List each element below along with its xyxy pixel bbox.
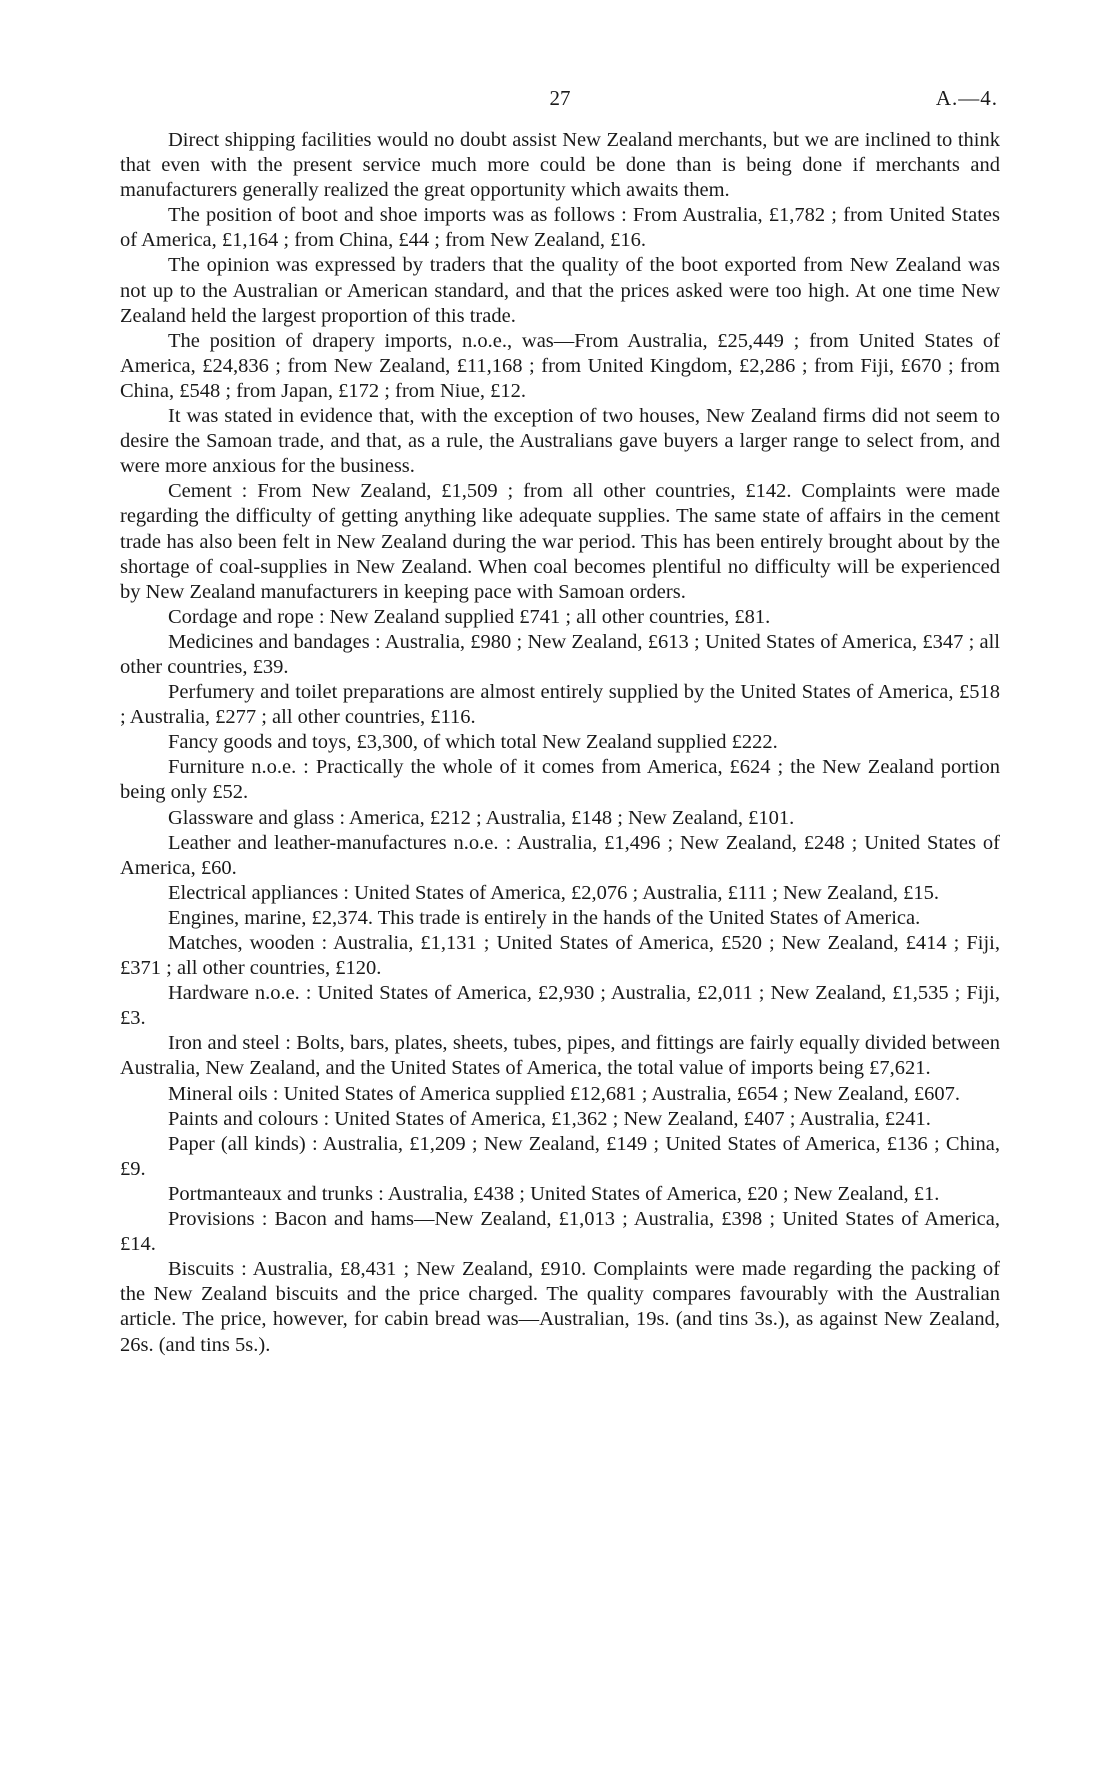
paragraph-engines: Engines, marine, £2,374. This trade is entirely in the hands of the United States of America. (168, 906, 921, 929)
paragraph-portmanteaux: Portmanteaux and trunks : Australia, £438 ; United States of America, £20 ; New Zealand, £1. (168, 1182, 940, 1205)
page-header (120, 86, 1000, 114)
paragraph-cordage: Cordage and rope : New Zealand supplied £741 ; all other countries, £81. (168, 605, 771, 628)
paragraph-provisions: Provisions : Bacon and hams—New Zealand, £1,013 ; Australia, £398 ; United States of America, £14. (120, 1208, 1000, 1256)
paragraph-drapery: The position of drapery imports, n.o.e., was—From Australia, £25,449 ; from United States of America, £24,836 ; from New Zealand, £11,168 ; from United Kingdom, £2,286 ; from Fiji, £670 ; from China, £548 ; from Japan, £172 ; from Niue, £12. (120, 329, 1000, 402)
paragraph-glassware: Glassware and glass : America, £212 ; Australia, £148 ; New Zealand, £101. (168, 806, 795, 829)
paragraph-paper: Paper (all kinds) : Australia, £1,209 ; New Zealand, £149 ; United States of America, £136 ; China, £9. (120, 1132, 1000, 1180)
paragraph-furniture: Furniture n.o.e. : Practically the whole of it comes from America, £624 ; the New Zealand portion being only £52. (120, 756, 1000, 804)
body-text (120, 128, 1000, 1358)
document-reference: A.—4. (935, 86, 998, 110)
paragraph-cement: Cement : From New Zealand, £1,509 ; from all other countries, £142. Complaints were made regarding the difficulty of getting anything like adequate supplies. The same state of affairs in the cement trade has also been felt in New Zealand during the war period. This has been entirely brought about by the shortage of coal-supplies in New Zealand. When coal becomes plentiful no difficulty will be experienced by New Zealand manufacturers in keeping pace with Samoan orders. (120, 480, 1000, 603)
paragraph-matches: Matches, wooden : Australia, £1,131 ; United States of America, £520 ; New Zealand, £414 ; Fiji, £371 ; all other countries, £120. (120, 932, 1000, 980)
paragraph-paints: Paints and colours : United States of America, £1,362 ; New Zealand, £407 ; Australia, £241. (168, 1107, 931, 1130)
paragraph-biscuits: Biscuits : Australia, £8,431 ; New Zealand, £910. Complaints were made regarding the packing of the New Zealand biscuits and the price charged. The quality compares favourably with the Australian article. The price, however, for cabin bread was—Australian, 19s. (and tins 3s.), as against New Zealand, 26s. (and tins 5s.). (120, 1258, 1000, 1356)
paragraph-perfumery: Perfumery and toilet preparations are almost entirely supplied by the United States of America, £518 ; Australia, £277 ; all other countries, £116. (120, 681, 1000, 729)
paragraph-leather: Leather and leather-manufactures n.o.e. : Australia, £1,496 ; New Zealand, £248 ; United States of America, £60. (120, 831, 1000, 879)
paragraph-boot-imports: The position of boot and shoe imports was as follows : From Australia, £1,782 ; from United States of America, £1,164 ; from China, £44 ; from New Zealand, £16. (120, 204, 1000, 252)
paragraph-mineral-oils: Mineral oils : United States of America supplied £12,681 ; Australia, £654 ; New Zealand, £607. (168, 1082, 960, 1105)
paragraph-medicines: Medicines and bandages : Australia, £980 ; New Zealand, £613 ; United States of America, £347 ; all other countries, £39. (120, 630, 1000, 678)
paragraph-evidence: It was stated in evidence that, with the exception of two houses, New Zealand firms did not seem to desire the Samoan trade, and that, as a rule, the Australians gave buyers a larger range to select from, and were more anxious for the business. (120, 405, 1000, 478)
paragraph-shipping: Direct shipping facilities would no doubt assist New Zealand merchants, but we are inclined to think that even with the present service much more could be done than is being done if merchants and manufacturers generally realized the great opportunity which awaits them. (120, 129, 1000, 202)
paragraph-hardware: Hardware n.o.e. : United States of America, £2,930 ; Australia, £2,011 ; New Zealand, £1,535 ; Fiji, £3. (120, 982, 1000, 1030)
page-number: 27 (549, 86, 571, 110)
paragraph-boot-opinion: The opinion was expressed by traders that the quality of the boot exported from New Zealand was not up to the Australian or American standard, and that the prices asked were too high. At one time New Zealand held the largest proportion of this trade. (120, 254, 1000, 327)
paragraph-electrical: Electrical appliances : United States of America, £2,076 ; Australia, £111 ; New Zealand, £15. (168, 881, 939, 904)
paragraph-iron-steel: Iron and steel : Bolts, bars, plates, sheets, tubes, pipes, and fittings are fairly equally divided between Australia, New Zealand, and the United States of America, the total value of imports being £7,621. (120, 1032, 1000, 1080)
paragraph-fancy-goods: Fancy goods and toys, £3,300, of which total New Zealand supplied £222. (168, 731, 778, 754)
